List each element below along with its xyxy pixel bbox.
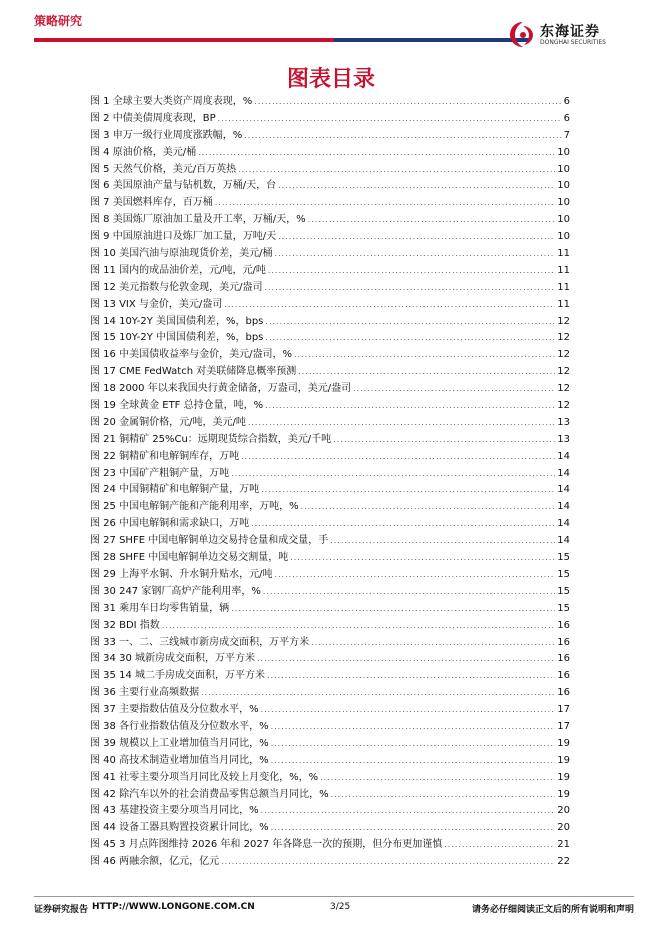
toc-entry-page[interactable]: 12	[557, 315, 570, 327]
toc-entry-label[interactable]: 图 19 全球黄金 ETF 总持仓量，吨，%	[90, 400, 264, 412]
toc-entry[interactable]	[90, 347, 570, 364]
toc-entry-label[interactable]: 图 2 中债美债周度表现，BP	[90, 112, 216, 124]
toc-leader-dots	[331, 787, 556, 804]
toc-entry-page[interactable]: 11	[557, 248, 570, 260]
toc-entry[interactable]	[90, 567, 570, 584]
toc-entry-page[interactable]: 12	[557, 400, 570, 412]
toc-entry-label[interactable]: 图 9 中国原油进口及炼厂加工量，万吨/天	[90, 231, 277, 243]
toc-leader-dots	[294, 347, 555, 364]
toc-entry-label[interactable]: 图 34 30 城新房成交面积，万平方米	[90, 653, 255, 665]
toc-entry-label[interactable]: 图 27 SHFE 中国电解铜单边交易持仓量和成交量，手	[90, 535, 329, 547]
toc-entry-label[interactable]: 图 12 美元指数与伦敦金现，美元/盎司	[90, 281, 263, 293]
toc-entry-page[interactable]: 20	[557, 805, 570, 817]
toc-entry-label[interactable]: 图 26 中国电解铜和需求缺口，万吨	[90, 518, 250, 530]
brand-logo	[508, 20, 636, 48]
toc-leader-dots	[264, 280, 555, 297]
toc-leader-dots	[265, 398, 555, 415]
toc-entry-page[interactable]: 12	[557, 332, 570, 344]
toc-leader-dots	[231, 466, 555, 483]
toc-entry-label[interactable]: 图 24 中国铜精矿和电解铜产量，万吨	[90, 484, 260, 496]
toc-list	[90, 94, 570, 871]
brand-name: 东海证券	[540, 24, 600, 40]
toc-entry[interactable]	[90, 212, 570, 229]
toc-entry-label[interactable]: 图 30 247 家钢厂高炉产能利用率，%	[90, 585, 261, 597]
toc-entry[interactable]	[90, 837, 570, 854]
toc-entry[interactable]	[90, 820, 570, 837]
toc-leader-dots	[261, 482, 555, 499]
toc-entry[interactable]	[90, 618, 570, 635]
toc-leader-dots	[267, 668, 555, 685]
toc-entry[interactable]	[90, 145, 570, 162]
toc-entry[interactable]	[90, 297, 570, 314]
toc-entry-label[interactable]: 图 33 一、二、三线城市新房成交面积，万平方米	[90, 636, 310, 648]
footer-report-label: 证券研究报告	[34, 905, 89, 915]
toc-leader-dots	[278, 229, 555, 246]
toc-entry-page[interactable]: 19	[557, 771, 570, 783]
toc-entry[interactable]	[90, 449, 570, 466]
toc-entry[interactable]	[90, 854, 570, 871]
toc-entry[interactable]	[90, 381, 570, 398]
toc-entry-page[interactable]: 15	[557, 552, 570, 564]
toc-entry[interactable]	[90, 466, 570, 483]
footer-url-link[interactable]: HTTP://WWW.LONGONE.COM.CN	[92, 902, 255, 912]
toc-entry-page[interactable]: 15	[557, 585, 570, 597]
toc-entry[interactable]	[90, 753, 570, 770]
toc-entry-label[interactable]: 图 41 社零主要分项当月同比及较上月变化，%，%	[90, 771, 319, 783]
toc-entry[interactable]	[90, 803, 570, 820]
footer-rule	[34, 896, 634, 897]
toc-entry-label[interactable]: 图 6 美国原油产量与钻机数，万桶/天，台	[90, 180, 277, 192]
toc-entry[interactable]	[90, 787, 570, 804]
toc-entry[interactable]	[90, 584, 570, 601]
brand-logo-icon	[508, 20, 538, 48]
toc-entry-label[interactable]: 图 21 铜精矿 25%Cu：远期现货综合指数，美元/千吨	[90, 433, 332, 445]
toc-entry-page[interactable]: 12	[557, 383, 570, 395]
page-header	[0, 0, 662, 48]
toc-entry-page[interactable]: 17	[557, 720, 570, 732]
toc-entry[interactable]	[90, 736, 570, 753]
toc-entry-page[interactable]: 10	[557, 231, 570, 243]
toc-entry[interactable]	[90, 178, 570, 195]
toc-entry[interactable]	[90, 668, 570, 685]
toc-entry[interactable]	[90, 482, 570, 499]
toc-leader-dots	[265, 330, 555, 347]
toc-leader-dots	[274, 246, 555, 263]
toc-entry-page[interactable]: 12	[557, 366, 570, 378]
toc-leader-dots	[330, 533, 555, 550]
toc-entry-page[interactable]: 10	[557, 180, 570, 192]
toc-entry-page[interactable]: 19	[557, 788, 570, 800]
page-footer	[34, 902, 634, 916]
toc-entry-label[interactable]: 图 5 天然气价格，美元/百万英热	[90, 163, 237, 175]
toc-entry-page[interactable]: 14	[557, 467, 570, 479]
toc-entry[interactable]	[90, 263, 570, 280]
toc-entry-label[interactable]: 图 46 两融余额，亿元，亿元	[90, 856, 220, 868]
toc-entry-page[interactable]: 14	[557, 518, 570, 530]
toc-entry-page[interactable]: 10	[557, 146, 570, 158]
toc-entry[interactable]	[90, 94, 570, 111]
toc-entry-page[interactable]: 10	[557, 214, 570, 226]
toc-leader-dots	[271, 820, 556, 837]
toc-entry-label[interactable]: 图 39 规模以上工业增加值当月同比，%	[90, 737, 269, 749]
toc-entry-label[interactable]: 图 25 中国电解铜产能和产能利用率，万吨，%	[90, 501, 299, 513]
toc-entry-page[interactable]: 16	[557, 619, 570, 631]
toc-entry-page[interactable]: 6	[563, 96, 570, 107]
toc-entry-page[interactable]: 15	[557, 602, 570, 614]
toc-leader-dots	[271, 753, 556, 770]
toc-entry[interactable]	[90, 398, 570, 415]
toc-entry-label[interactable]: 图 17 CME FedWatch 对美联储降息概率预测	[90, 366, 297, 378]
toc-leader-dots	[320, 770, 555, 787]
toc-entry-label[interactable]: 图 31 乘用车日均零售销量，辆	[90, 602, 230, 614]
footer-page-number: 3/25	[330, 902, 351, 912]
toc-entry-page[interactable]: 11	[557, 264, 570, 276]
header-rule-red	[34, 38, 334, 42]
toc-entry-label[interactable]: 图 42 除汽车以外的社会消费品零售总额当月同比，%	[90, 788, 329, 800]
toc-leader-dots	[218, 111, 562, 128]
toc-entry-page[interactable]: 10	[557, 163, 570, 175]
toc-entry-label[interactable]: 图 23 中国矿产粗铜产量，万吨	[90, 467, 230, 479]
toc-leader-dots	[238, 162, 555, 179]
toc-entry-label[interactable]: 图 29 上海平水铜、升水铜升贴水，元/吨	[90, 568, 273, 580]
toc-entry[interactable]	[90, 651, 570, 668]
toc-entry-page[interactable]: 13	[557, 416, 570, 428]
toc-entry-label[interactable]: 图 20 金属铜价格，元/吨，美元/吨	[90, 416, 246, 428]
toc-entry[interactable]	[90, 601, 570, 618]
toc-leader-dots	[278, 178, 555, 195]
toc-entry[interactable]	[90, 280, 570, 297]
toc-entry-page[interactable]: 11	[557, 281, 570, 293]
toc-leader-dots	[271, 736, 556, 753]
toc-entry-page[interactable]: 11	[557, 298, 570, 310]
toc-entry-label[interactable]: 图 10 美国汽油与原油现货价差，美元/桶	[90, 248, 273, 260]
toc-entry[interactable]	[90, 314, 570, 331]
toc-entry-label[interactable]: 图 38 各行业指数估值及分位数水平，%	[90, 720, 269, 732]
toc-entry-label[interactable]: 图 13 VIX 与金价，美元/盎司	[90, 298, 223, 310]
toc-entry[interactable]	[90, 195, 570, 212]
toc-leader-dots	[311, 635, 555, 652]
toc-entry-page[interactable]: 20	[557, 822, 570, 834]
toc-entry[interactable]	[90, 229, 570, 246]
toc-leader-dots	[261, 803, 556, 820]
toc-entry[interactable]	[90, 533, 570, 550]
toc-entry-page[interactable]: 16	[557, 687, 570, 699]
toc-leader-dots	[261, 702, 556, 719]
brand-subtitle: DONGHAI SECURITIES	[540, 39, 606, 46]
toc-entry[interactable]	[90, 685, 570, 702]
toc-entry-label[interactable]: 图 35 14 城二手房成交面积，万平方米	[90, 670, 265, 682]
toc-entry-page[interactable]: 19	[557, 737, 570, 749]
toc-leader-dots	[271, 719, 556, 736]
toc-entry-page[interactable]: 14	[557, 501, 570, 513]
toc-leader-dots	[263, 584, 555, 601]
toc-entry-label[interactable]: 图 18 2000 年以来我国央行黄金储备，万盎司，美元/盎司	[90, 383, 352, 395]
toc-leader-dots	[251, 516, 555, 533]
toc-entry-page[interactable]: 19	[557, 754, 570, 766]
toc-leader-dots	[353, 381, 555, 398]
toc-leader-dots	[290, 550, 555, 567]
toc-leader-dots	[221, 854, 555, 871]
toc-leader-dots	[274, 567, 555, 584]
toc-entry-page[interactable]: 16	[557, 653, 570, 665]
toc-leader-dots	[308, 212, 556, 229]
toc-entry-label[interactable]: 图 22 铜精矿和电解铜库存，万吨	[90, 450, 240, 462]
toc-entry-page[interactable]: 10	[557, 197, 570, 209]
toc-entry-page[interactable]: 16	[557, 670, 570, 682]
toc-leader-dots	[241, 449, 555, 466]
toc-entry[interactable]	[90, 330, 570, 347]
toc-entry-label[interactable]: 图 28 SHFE 中国电解铜单边交易交割量，吨	[90, 552, 289, 564]
toc-entry[interactable]	[90, 516, 570, 533]
toc-entry-page[interactable]: 21	[557, 839, 570, 851]
toc-entry-label[interactable]: 图 37 主要指数估值及分位数水平，%	[90, 704, 259, 716]
toc-entry[interactable]	[90, 499, 570, 516]
toc-leader-dots	[254, 94, 561, 111]
toc-entry-label[interactable]: 图 14 10Y-2Y 美国国债利差，%，bps	[90, 315, 264, 327]
toc-entry-page[interactable]: 14	[557, 535, 570, 547]
footer-disclaimer: 请务必仔细阅读正文后的所有说明和声明	[471, 905, 634, 915]
toc-entry[interactable]	[90, 550, 570, 567]
toc-leader-dots	[248, 415, 555, 432]
toc-entry-label[interactable]: 图 4 原油价格，美元/桶	[90, 146, 197, 158]
toc-leader-dots	[301, 499, 556, 516]
toc-entry-page[interactable]: 15	[557, 568, 570, 580]
toc-entry-page[interactable]: 16	[557, 636, 570, 648]
toc-entry-label[interactable]: 图 32 BDI 指数	[90, 619, 160, 631]
toc-leader-dots	[231, 601, 555, 618]
toc-entry-page[interactable]: 14	[557, 484, 570, 496]
toc-entry-label[interactable]: 图 3 申万一级行业周度涨跌幅，%	[90, 129, 243, 141]
toc-leader-dots	[244, 128, 561, 145]
toc-entry-label[interactable]: 图 1 全球主要大类资产周度表现，%	[90, 96, 253, 107]
toc-entry[interactable]	[90, 364, 570, 381]
toc-leader-dots	[268, 263, 555, 280]
toc-leader-dots	[215, 195, 556, 212]
toc-leader-dots	[265, 314, 555, 331]
toc-entry-label[interactable]: 图 15 10Y-2Y 中国国债利差，%，bps	[90, 332, 264, 344]
toc-entry-page[interactable]: 12	[557, 349, 570, 361]
toc-entry-label[interactable]: 图 45 3 月点阵图维持 2026 年和 2027 年各降息一次的预期，但分布更加谨慎	[90, 839, 443, 851]
toc-entry[interactable]	[90, 128, 570, 145]
toc-entry-label[interactable]: 图 40 高技术制造业增加值当月同比，%	[90, 754, 269, 766]
toc-entry[interactable]	[90, 246, 570, 263]
toc-entry-label[interactable]: 图 44 设备工器具购置投资累计同比，%	[90, 822, 269, 834]
toc-entry[interactable]	[90, 719, 570, 736]
toc-entry-page[interactable]: 6	[563, 112, 570, 124]
toc-entry-label[interactable]: 图 7 美国燃料库存，百万桶	[90, 197, 213, 209]
toc-entry[interactable]	[90, 702, 570, 719]
toc-entry[interactable]	[90, 770, 570, 787]
toc-leader-dots	[444, 837, 555, 854]
toc-entry-page[interactable]: 22	[557, 856, 570, 868]
toc-entry[interactable]	[90, 162, 570, 179]
toc-entry-page[interactable]: 7	[563, 129, 570, 141]
toc-entry-label[interactable]: 图 8 美国炼厂原油加工量及开工率，万桶/天，%	[90, 214, 306, 226]
toc-entry[interactable]	[90, 432, 570, 449]
toc-entry[interactable]	[90, 635, 570, 652]
toc-entry-page[interactable]: 17	[557, 704, 570, 716]
toc-entry-page[interactable]: 13	[557, 433, 570, 445]
page-title: 图表目录	[286, 67, 375, 92]
header-rule-blue	[334, 38, 530, 42]
toc-entry-label[interactable]: 图 11 国内的成品油价差，元/吨，元/吨	[90, 264, 266, 276]
toc-leader-dots	[198, 145, 555, 162]
toc-leader-dots	[298, 364, 555, 381]
toc-entry[interactable]	[90, 111, 570, 128]
section-label: 策略研究	[34, 14, 83, 28]
toc-leader-dots	[224, 297, 555, 314]
toc-entry-label[interactable]: 图 36 主要行业高频数据	[90, 687, 200, 699]
toc-entry-page[interactable]: 14	[557, 450, 570, 462]
toc-entry-label[interactable]: 图 16 中美国债收益率与金价，美元/盎司，%	[90, 349, 292, 361]
toc-entry-label[interactable]: 图 43 基建投资主要分项当月同比，%	[90, 805, 259, 817]
toc-leader-dots	[257, 651, 555, 668]
toc-leader-dots	[201, 685, 555, 702]
toc-entry[interactable]	[90, 415, 570, 432]
toc-leader-dots	[162, 618, 555, 635]
toc-leader-dots	[333, 432, 555, 449]
